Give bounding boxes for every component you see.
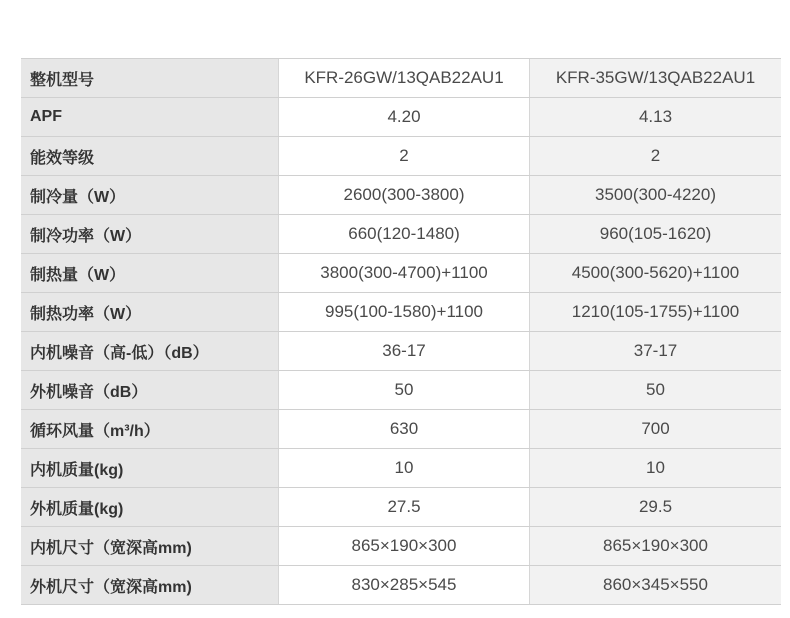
spec-value-model2: 700	[530, 410, 782, 449]
spec-value-model1: 2	[279, 137, 530, 176]
table-row	[21, 410, 781, 449]
table-row	[21, 176, 781, 215]
table-row	[21, 137, 781, 176]
spec-label: 制冷量（W）	[21, 176, 279, 215]
spec-label: 循环风量（m³/h）	[21, 410, 279, 449]
spec-label: 制热功率（W）	[21, 293, 279, 332]
spec-value-model2: 860×345×550	[530, 566, 782, 605]
spec-value-model1: 865×190×300	[279, 527, 530, 566]
spec-label: 内机质量(kg)	[21, 449, 279, 488]
spec-label: 外机质量(kg)	[21, 488, 279, 527]
spec-value-model1: 995(100-1580)+1100	[279, 293, 530, 332]
spec-label: 内机噪音（高-低）（dB）	[21, 332, 279, 371]
spec-value-model2: KFR-35GW/13QAB22AU1	[530, 59, 782, 98]
spec-value-model2: 2	[530, 137, 782, 176]
spec-label: 外机噪音（dB）	[21, 371, 279, 410]
spec-value-model1: 4.20	[279, 98, 530, 137]
spec-value-model2: 3500(300-4220)	[530, 176, 782, 215]
table-row	[21, 254, 781, 293]
spec-value-model2: 50	[530, 371, 782, 410]
spec-value-model2: 865×190×300	[530, 527, 782, 566]
table-row	[21, 449, 781, 488]
spec-label: 能效等级	[21, 137, 279, 176]
spec-value-model2: 960(105-1620)	[530, 215, 782, 254]
spec-value-model2: 29.5	[530, 488, 782, 527]
spec-value-model1: 3800(300-4700)+1100	[279, 254, 530, 293]
spec-label: 内机尺寸（宽深高mm)	[21, 527, 279, 566]
spec-value-model1: 27.5	[279, 488, 530, 527]
spec-value-model2: 37-17	[530, 332, 782, 371]
spec-value-model2: 4.13	[530, 98, 782, 137]
spec-table	[21, 58, 781, 605]
table-row	[21, 293, 781, 332]
table-row	[21, 215, 781, 254]
table-row	[21, 488, 781, 527]
spec-value-model2: 10	[530, 449, 782, 488]
table-row	[21, 527, 781, 566]
spec-label: 制冷功率（W）	[21, 215, 279, 254]
spec-value-model2: 1210(105-1755)+1100	[530, 293, 782, 332]
spec-label: 外机尺寸（宽深高mm)	[21, 566, 279, 605]
spec-value-model1: 50	[279, 371, 530, 410]
spec-label: 制热量（W）	[21, 254, 279, 293]
spec-value-model1: 830×285×545	[279, 566, 530, 605]
table-row	[21, 98, 781, 137]
spec-label: APF	[21, 98, 279, 137]
spec-value-model1: 630	[279, 410, 530, 449]
spec-table-body	[21, 59, 781, 605]
spec-value-model1: 660(120-1480)	[279, 215, 530, 254]
spec-value-model2: 4500(300-5620)+1100	[530, 254, 782, 293]
table-row	[21, 566, 781, 605]
table-row	[21, 332, 781, 371]
spec-value-model1: 36-17	[279, 332, 530, 371]
table-row	[21, 371, 781, 410]
spec-value-model1: 10	[279, 449, 530, 488]
spec-label: 整机型号	[21, 59, 279, 98]
spec-value-model1: KFR-26GW/13QAB22AU1	[279, 59, 530, 98]
table-row	[21, 59, 781, 98]
spec-value-model1: 2600(300-3800)	[279, 176, 530, 215]
